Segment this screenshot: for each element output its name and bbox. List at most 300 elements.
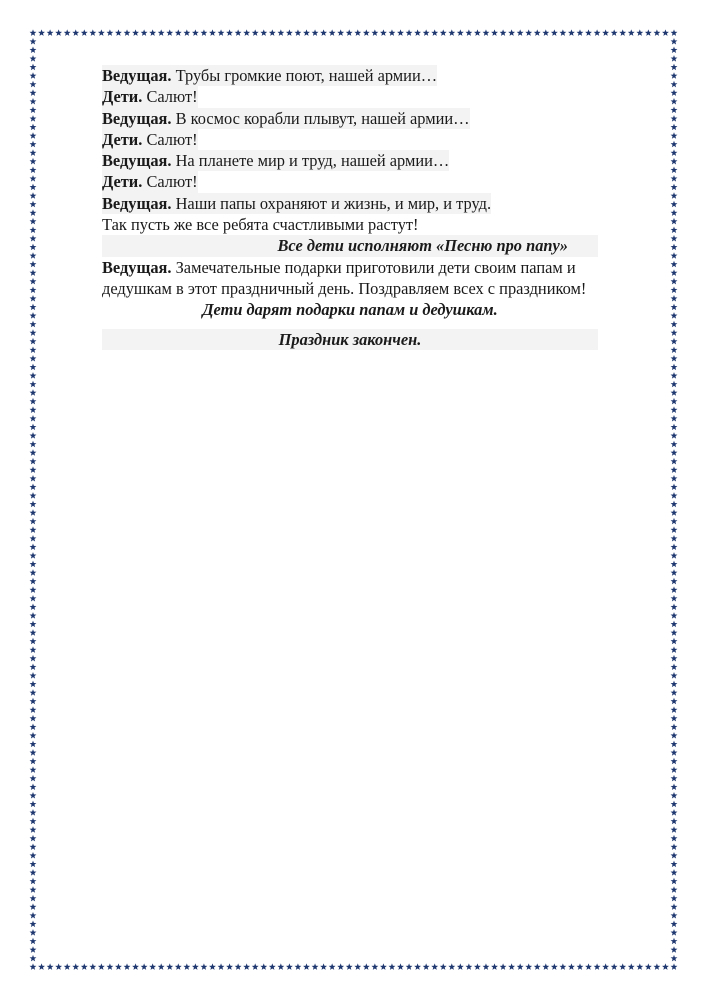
border-star-icon	[30, 826, 37, 833]
border-star-icon	[192, 29, 199, 36]
border-star-icon	[235, 29, 242, 36]
border-star-icon	[671, 107, 678, 114]
border-star-icon	[671, 818, 678, 825]
border-star-icon	[671, 826, 678, 833]
border-star-icon	[671, 783, 678, 790]
border-star-icon	[30, 329, 37, 336]
border-star-icon	[517, 29, 524, 36]
border-star-icon	[671, 809, 678, 816]
border-star-icon	[30, 861, 37, 868]
border-star-icon	[30, 252, 37, 259]
border-star-icon	[260, 963, 267, 970]
border-star-icon	[132, 963, 139, 970]
border-star-icon	[89, 963, 96, 970]
border-star-icon	[107, 29, 114, 36]
border-star-icon	[671, 124, 678, 131]
border-star-icon	[671, 929, 678, 936]
border-star-icon	[508, 29, 515, 36]
line-text: Наши папы охраняют и жизнь, и мир, и труд.	[171, 193, 492, 213]
border-star-icon	[636, 29, 643, 36]
border-star-icon	[30, 612, 37, 619]
border-star-icon	[406, 963, 413, 970]
border-star-icon	[671, 801, 678, 808]
border-star-icon	[30, 758, 37, 765]
border-star-icon	[30, 843, 37, 850]
speaker-label: Дети.	[102, 129, 143, 149]
border-star-icon	[30, 663, 37, 670]
border-star-icon	[671, 852, 678, 859]
border-star-icon	[594, 29, 601, 36]
border-star-icon	[166, 963, 173, 970]
border-star-icon	[277, 963, 284, 970]
border-star-icon	[671, 355, 678, 362]
border-star-icon	[30, 124, 37, 131]
border-star-icon	[380, 29, 387, 36]
border-star-icon	[671, 398, 678, 405]
border-star-icon	[218, 29, 225, 36]
border-star-icon	[671, 209, 678, 216]
border-star-icon	[30, 852, 37, 859]
border-star-icon	[551, 29, 558, 36]
border-star-icon	[423, 29, 430, 36]
border-star-icon	[371, 963, 378, 970]
border-star-icon	[671, 269, 678, 276]
border-star-icon	[380, 963, 387, 970]
border-star-icon	[277, 29, 284, 36]
border-star-icon	[30, 449, 37, 456]
border-star-icon	[30, 938, 37, 945]
border-star-icon	[115, 963, 122, 970]
spacer	[102, 321, 598, 329]
border-star-icon	[30, 141, 37, 148]
border-star-icon	[30, 552, 37, 559]
border-star-icon	[671, 29, 678, 36]
border-star-icon	[406, 29, 413, 36]
border-star-icon	[141, 29, 148, 36]
border-star-icon	[671, 681, 678, 688]
border-star-icon	[30, 132, 37, 139]
border-star-icon	[303, 29, 310, 36]
border-star-icon	[30, 715, 37, 722]
border-star-icon	[30, 955, 37, 962]
border-star-icon	[98, 29, 105, 36]
border-star-icon	[671, 903, 678, 910]
border-star-icon	[671, 235, 678, 242]
border-star-icon	[483, 963, 490, 970]
border-star-icon	[30, 235, 37, 242]
border-star-icon	[30, 295, 37, 302]
border-star-icon	[295, 963, 302, 970]
border-star-icon	[671, 295, 678, 302]
border-star-icon	[218, 963, 225, 970]
border-star-icon	[671, 321, 678, 328]
border-star-icon	[671, 89, 678, 96]
border-star-icon	[30, 646, 37, 653]
speaker-label: Ведущая.	[102, 193, 172, 213]
border-star-icon	[30, 158, 37, 165]
border-star-icon	[671, 372, 678, 379]
border-star-icon	[81, 29, 88, 36]
border-star-icon	[30, 655, 37, 662]
border-star-icon	[30, 706, 37, 713]
border-star-icon	[312, 963, 319, 970]
border-star-icon	[209, 29, 216, 36]
border-star-icon	[671, 492, 678, 499]
border-star-icon	[671, 415, 678, 422]
border-star-icon	[671, 569, 678, 576]
speaker-label: Ведущая.	[102, 257, 172, 277]
border-star-icon	[30, 912, 37, 919]
script-line	[102, 171, 598, 192]
border-star-icon	[671, 723, 678, 730]
border-star-icon	[414, 29, 421, 36]
closing-line-2: дедушкам в этот праздничный день. Поздравляем всех с праздником!	[102, 278, 587, 298]
border-star-icon	[611, 963, 618, 970]
border-star-icon	[671, 655, 678, 662]
border-star-icon	[542, 963, 549, 970]
border-star-icon	[243, 29, 250, 36]
border-star-icon	[619, 29, 626, 36]
border-star-icon	[671, 192, 678, 199]
border-star-icon	[38, 963, 45, 970]
border-star-icon	[628, 963, 635, 970]
speaker-label: Дети.	[102, 87, 143, 107]
border-star-icon	[30, 475, 37, 482]
border-star-icon	[30, 175, 37, 182]
border-star-icon	[30, 107, 37, 114]
speaker-label: Ведущая.	[102, 66, 172, 85]
line-text: Салют!	[142, 87, 198, 107]
border-star-icon	[671, 612, 678, 619]
speaker-label: Дети.	[102, 172, 143, 192]
border-star-icon	[346, 963, 353, 970]
border-star-icon	[671, 963, 678, 970]
border-star-icon	[671, 586, 678, 593]
border-star-icon	[671, 861, 678, 868]
border-star-icon	[671, 689, 678, 696]
border-star-icon	[30, 115, 37, 122]
border-star-icon	[30, 638, 37, 645]
border-star-icon	[671, 432, 678, 439]
line-text: Салют!	[142, 172, 198, 192]
border-star-icon	[30, 792, 37, 799]
border-star-icon	[517, 963, 524, 970]
line-text: Замечательные подарки приготовили дети своим папам и	[171, 257, 576, 277]
border-star-icon	[30, 921, 37, 928]
script-line	[102, 193, 598, 214]
line-text: В космос корабли плывут, нашей армии…	[171, 108, 470, 128]
border-star-icon	[30, 372, 37, 379]
border-star-icon	[30, 381, 37, 388]
border-star-icon	[448, 29, 455, 36]
border-star-icon	[192, 963, 199, 970]
border-star-icon	[671, 158, 678, 165]
border-star-icon	[30, 621, 37, 628]
border-star-icon	[671, 955, 678, 962]
border-star-icon	[671, 55, 678, 62]
border-star-icon	[354, 29, 361, 36]
border-star-icon	[671, 629, 678, 636]
border-star-icon	[30, 689, 37, 696]
border-star-icon	[30, 878, 37, 885]
border-star-icon	[671, 149, 678, 156]
border-star-icon	[671, 946, 678, 953]
stage-direction-song: Все дети исполняют «Песню про папу»	[102, 235, 598, 256]
border-star-icon	[30, 321, 37, 328]
border-star-icon	[30, 261, 37, 268]
border-star-icon	[389, 963, 396, 970]
border-star-icon	[30, 278, 37, 285]
border-star-icon	[448, 963, 455, 970]
border-star-icon	[30, 629, 37, 636]
border-star-icon	[158, 963, 165, 970]
border-star-icon	[671, 175, 678, 182]
border-star-icon	[72, 963, 79, 970]
border-star-icon	[671, 406, 678, 413]
border-star-icon	[585, 29, 592, 36]
border-star-icon	[252, 29, 259, 36]
border-star-icon	[671, 201, 678, 208]
border-star-icon	[30, 72, 37, 79]
border-star-icon	[30, 698, 37, 705]
border-star-icon	[671, 878, 678, 885]
border-star-icon	[559, 963, 566, 970]
border-star-icon	[30, 946, 37, 953]
border-star-icon	[671, 312, 678, 319]
border-star-icon	[671, 304, 678, 311]
border-star-icon	[636, 963, 643, 970]
border-star-icon	[671, 98, 678, 105]
border-star-icon	[183, 963, 190, 970]
border-star-icon	[568, 963, 575, 970]
border-star-icon	[671, 621, 678, 628]
border-star-icon	[465, 963, 472, 970]
border-star-icon	[491, 963, 498, 970]
border-star-icon	[30, 192, 37, 199]
border-star-icon	[414, 963, 421, 970]
border-star-icon	[30, 304, 37, 311]
border-star-icon	[30, 783, 37, 790]
border-star-icon	[30, 775, 37, 782]
border-star-icon	[320, 963, 327, 970]
border-star-icon	[389, 29, 396, 36]
line-text: На планете мир и труд, нашей армии…	[171, 151, 450, 171]
border-star-icon	[30, 201, 37, 208]
border-star-icon	[30, 869, 37, 876]
border-star-icon	[602, 963, 609, 970]
border-star-icon	[671, 775, 678, 782]
border-star-icon	[457, 29, 464, 36]
border-star-icon	[209, 963, 216, 970]
border-star-icon	[671, 38, 678, 45]
border-star-icon	[671, 886, 678, 893]
line-text: Салют!	[142, 129, 198, 149]
border-star-icon	[611, 29, 618, 36]
border-star-icon	[671, 663, 678, 670]
border-star-icon	[671, 424, 678, 431]
border-star-icon	[551, 963, 558, 970]
border-star-icon	[30, 458, 37, 465]
border-star-icon	[201, 29, 208, 36]
border-star-icon	[98, 963, 105, 970]
border-star-icon	[671, 706, 678, 713]
border-star-icon	[260, 29, 267, 36]
border-star-icon	[30, 184, 37, 191]
border-star-icon	[81, 963, 88, 970]
border-star-icon	[653, 963, 660, 970]
border-star-icon	[671, 278, 678, 285]
border-star-icon	[671, 364, 678, 371]
border-star-icon	[55, 29, 62, 36]
border-star-icon	[30, 518, 37, 525]
border-star-icon	[671, 346, 678, 353]
border-star-icon	[474, 29, 481, 36]
border-star-icon	[158, 29, 165, 36]
border-star-icon	[645, 29, 652, 36]
border-star-icon	[30, 741, 37, 748]
border-star-icon	[337, 29, 344, 36]
border-star-icon	[671, 715, 678, 722]
border-star-icon	[671, 698, 678, 705]
border-star-icon	[30, 355, 37, 362]
border-star-icon	[363, 963, 370, 970]
border-star-icon	[671, 921, 678, 928]
border-star-icon	[30, 963, 37, 970]
border-star-icon	[671, 835, 678, 842]
ending-line: Праздник закончен.	[102, 329, 598, 350]
border-star-icon	[465, 29, 472, 36]
border-star-icon	[30, 929, 37, 936]
border-star-icon	[226, 29, 233, 36]
border-star-icon	[534, 29, 541, 36]
border-star-icon	[491, 29, 498, 36]
border-star-icon	[30, 269, 37, 276]
border-star-icon	[30, 209, 37, 216]
border-star-icon	[662, 963, 669, 970]
speaker-label: Ведущая.	[102, 108, 172, 128]
border-star-icon	[671, 389, 678, 396]
border-star-icon	[474, 963, 481, 970]
border-star-icon	[175, 963, 182, 970]
border-star-icon	[226, 963, 233, 970]
border-star-icon	[671, 252, 678, 259]
border-star-icon	[329, 29, 336, 36]
border-star-icon	[47, 963, 54, 970]
border-star-icon	[269, 29, 276, 36]
border-star-icon	[671, 672, 678, 679]
line-text: Трубы громкие поют, нашей армии…	[171, 66, 438, 85]
border-star-icon	[671, 141, 678, 148]
script-line	[102, 65, 598, 86]
border-star-icon	[30, 338, 37, 345]
border-star-icon	[671, 732, 678, 739]
border-star-icon	[183, 29, 190, 36]
border-star-icon	[671, 72, 678, 79]
border-star-icon	[483, 29, 490, 36]
border-star-icon	[671, 792, 678, 799]
border-star-icon	[346, 29, 353, 36]
border-star-icon	[354, 963, 361, 970]
border-star-icon	[30, 312, 37, 319]
border-star-icon	[671, 895, 678, 902]
border-star-icon	[286, 29, 293, 36]
border-star-icon	[303, 963, 310, 970]
script-line	[102, 108, 598, 129]
border-star-icon	[30, 749, 37, 756]
border-star-icon	[671, 115, 678, 122]
border-star-icon	[30, 38, 37, 45]
border-star-icon	[30, 406, 37, 413]
border-star-icon	[243, 963, 250, 970]
border-star-icon	[30, 466, 37, 473]
border-star-icon	[653, 29, 660, 36]
border-star-icon	[30, 895, 37, 902]
border-star-icon	[30, 55, 37, 62]
border-star-icon	[671, 509, 678, 516]
border-star-icon	[542, 29, 549, 36]
border-star-icon	[337, 963, 344, 970]
border-star-icon	[671, 758, 678, 765]
border-star-icon	[671, 184, 678, 191]
border-star-icon	[30, 809, 37, 816]
border-star-icon	[671, 132, 678, 139]
border-star-icon	[594, 963, 601, 970]
border-star-icon	[30, 732, 37, 739]
border-star-icon	[30, 98, 37, 105]
plain-line: Так пусть же все ребята счастливыми растут!	[102, 215, 419, 235]
border-star-icon	[671, 441, 678, 448]
border-star-icon	[671, 869, 678, 876]
border-star-icon	[671, 552, 678, 559]
border-star-icon	[30, 818, 37, 825]
border-star-icon	[141, 963, 148, 970]
border-star-icon	[132, 29, 139, 36]
border-star-icon	[30, 286, 37, 293]
border-star-icon	[149, 29, 156, 36]
border-star-icon	[30, 29, 37, 36]
border-star-icon	[30, 81, 37, 88]
border-star-icon	[30, 167, 37, 174]
border-star-icon	[30, 424, 37, 431]
border-star-icon	[30, 149, 37, 156]
border-star-icon	[671, 449, 678, 456]
border-star-icon	[585, 963, 592, 970]
border-star-icon	[602, 29, 609, 36]
border-star-icon	[201, 963, 208, 970]
border-star-icon	[671, 218, 678, 225]
border-star-icon	[47, 29, 54, 36]
script-line	[102, 129, 598, 150]
border-star-icon	[671, 466, 678, 473]
border-star-icon	[671, 338, 678, 345]
border-star-icon	[534, 963, 541, 970]
border-star-icon	[72, 29, 79, 36]
border-star-icon	[671, 475, 678, 482]
border-star-icon	[500, 963, 507, 970]
border-star-icon	[30, 535, 37, 542]
border-star-icon	[124, 963, 131, 970]
border-star-icon	[671, 544, 678, 551]
border-star-icon	[423, 963, 430, 970]
border-star-icon	[30, 526, 37, 533]
border-star-icon	[671, 843, 678, 850]
border-star-icon	[671, 561, 678, 568]
border-star-icon	[440, 963, 447, 970]
border-star-icon	[671, 938, 678, 945]
border-star-icon	[440, 29, 447, 36]
border-star-icon	[30, 509, 37, 516]
border-star-icon	[397, 963, 404, 970]
